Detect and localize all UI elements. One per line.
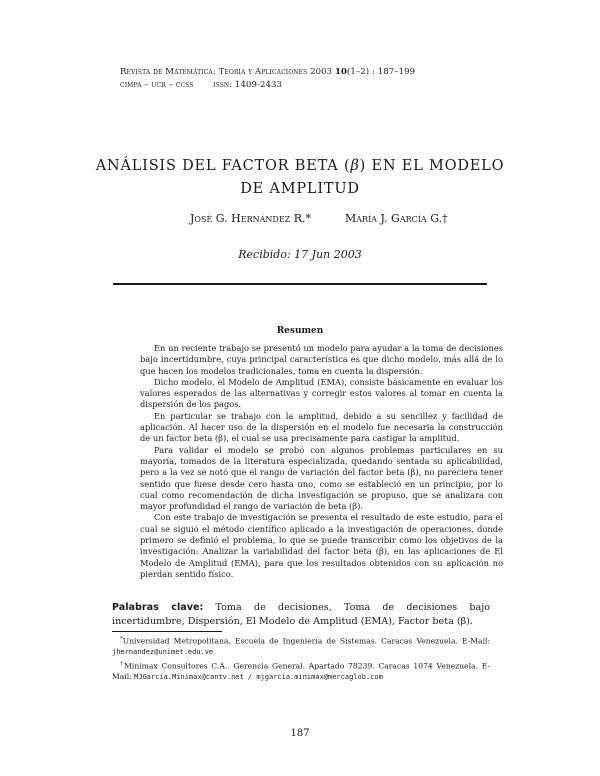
journal-org: cimpa – ucr – ccss: [120, 80, 194, 90]
footnote-1-email[interactable]: jhernandez@unimet.edu.ve: [112, 648, 214, 657]
author-2: María J. García G.†: [345, 212, 448, 225]
received-date: Recibido: 17 Jun 2003: [238, 248, 362, 261]
abstract-paragraph: En particular se trabajo con la amplitud, debido a su sencillez y facilidad de aplicación. Al hacer uso de la dispersión en el modelo fue necesaria la construcción de un factor beta (β), el cual se usa precisamente para castigar la amplitud.: [140, 410, 503, 444]
footnote-1-text: Universidad Metropolitana, Escuela de Ingeniería de Sistemas. Caracas Venezuela. E-Mail:: [122, 636, 490, 646]
abstract-paragraph: Con este trabajo de investigación se presenta el resultado de este estudio, para el cual se siguió el método científico aplicado a la investigación de operaciones, donde primero se definió el problema, lo que se puede transcribir como los objetivos de la investigación: Analizar la variabilidad del factor beta (β), en las aplicaciones de El Modelo de Amplitud (EMA), para que los resultados obtenidos con su aplicación no pierdan sentido físico.: [140, 512, 503, 579]
footnote-1-mark: *: [120, 636, 123, 642]
journal-name: Revista de Matemática: Teoría y Aplicaciones 2003: [120, 67, 333, 77]
title-beta: β: [350, 158, 360, 174]
journal-issn: issn: 1409-2433: [213, 80, 283, 90]
journal-line-2: [120, 79, 415, 92]
author-1: José G. Hernández R.*: [190, 212, 311, 225]
keywords-label: Palabras clave:: [112, 602, 204, 613]
title-pre: ANÁLISIS DEL FACTOR BETA (: [95, 158, 351, 174]
footnote-2-text: Minimax Consultores C.A.. Gerencia General. Apartado 78239. Caracas 1074 Venezuela. E-Mail:: [112, 661, 490, 681]
page-number: 187: [290, 728, 310, 739]
abstract-paragraph: Dicho modelo, el Modelo de Amplitud (EMA), consiste básicamente en evaluar los valores esperados de las alternativas y corregir estos valores al tomar en cuenta la dispersión de los pagos.: [140, 376, 503, 410]
paper-title: [90, 155, 510, 201]
footnote-2-email[interactable]: MJGarcia.Minimax@cantv.net / mjgarcia.minimax@mercaglob.com: [134, 672, 383, 681]
abstract-heading: Resumen: [276, 326, 324, 336]
footnotes: [112, 634, 490, 683]
keywords: [112, 601, 490, 629]
title-post: ) EN EL MODELO DE AMPLITUD: [240, 158, 505, 197]
abstract-body: [140, 343, 503, 580]
abstract-paragraph: En un reciente trabajo se presentó un modelo para ayudar a la toma de decisiones bajo incertidumbre, cuya principal característica es que dicho modelo, más allá de lo que hacen los modelos tradicionales, toma en cuenta la dispersión.: [140, 343, 503, 376]
journal-line-1: [120, 66, 415, 79]
footnote-divider: [112, 631, 222, 632]
footnote-1: [112, 634, 490, 658]
title-divider: [113, 283, 487, 285]
journal-issue-pages: (1–2) : 187–199: [347, 67, 416, 77]
abstract-paragraph: Para validar el modelo se probó con algunos problemas particulares en su mayoría, tomados de la literatura especializada, quedando sentada su aplicabilidad, pero a la vez se notó que el rango de variación del factor beta (β), no pareciera tener sentido que fuese desde cero hasta uno, como se estableció en un principio, por lo cual como recomendación de dicha investigación se propuso, que se analizara con mayor profundidad el rango de variación de beta (β).: [140, 444, 503, 512]
footnote-2-mark: †: [120, 660, 125, 667]
footnote-2: [112, 659, 490, 683]
keywords-text: Toma de decisiones, Toma de decisiones bajo incertidumbre, Dispersión, El Modelo de Amplitud (EMA), Factor beta (β).: [112, 602, 490, 627]
journal-volume: 10: [334, 67, 347, 77]
journal-header: [120, 66, 415, 92]
